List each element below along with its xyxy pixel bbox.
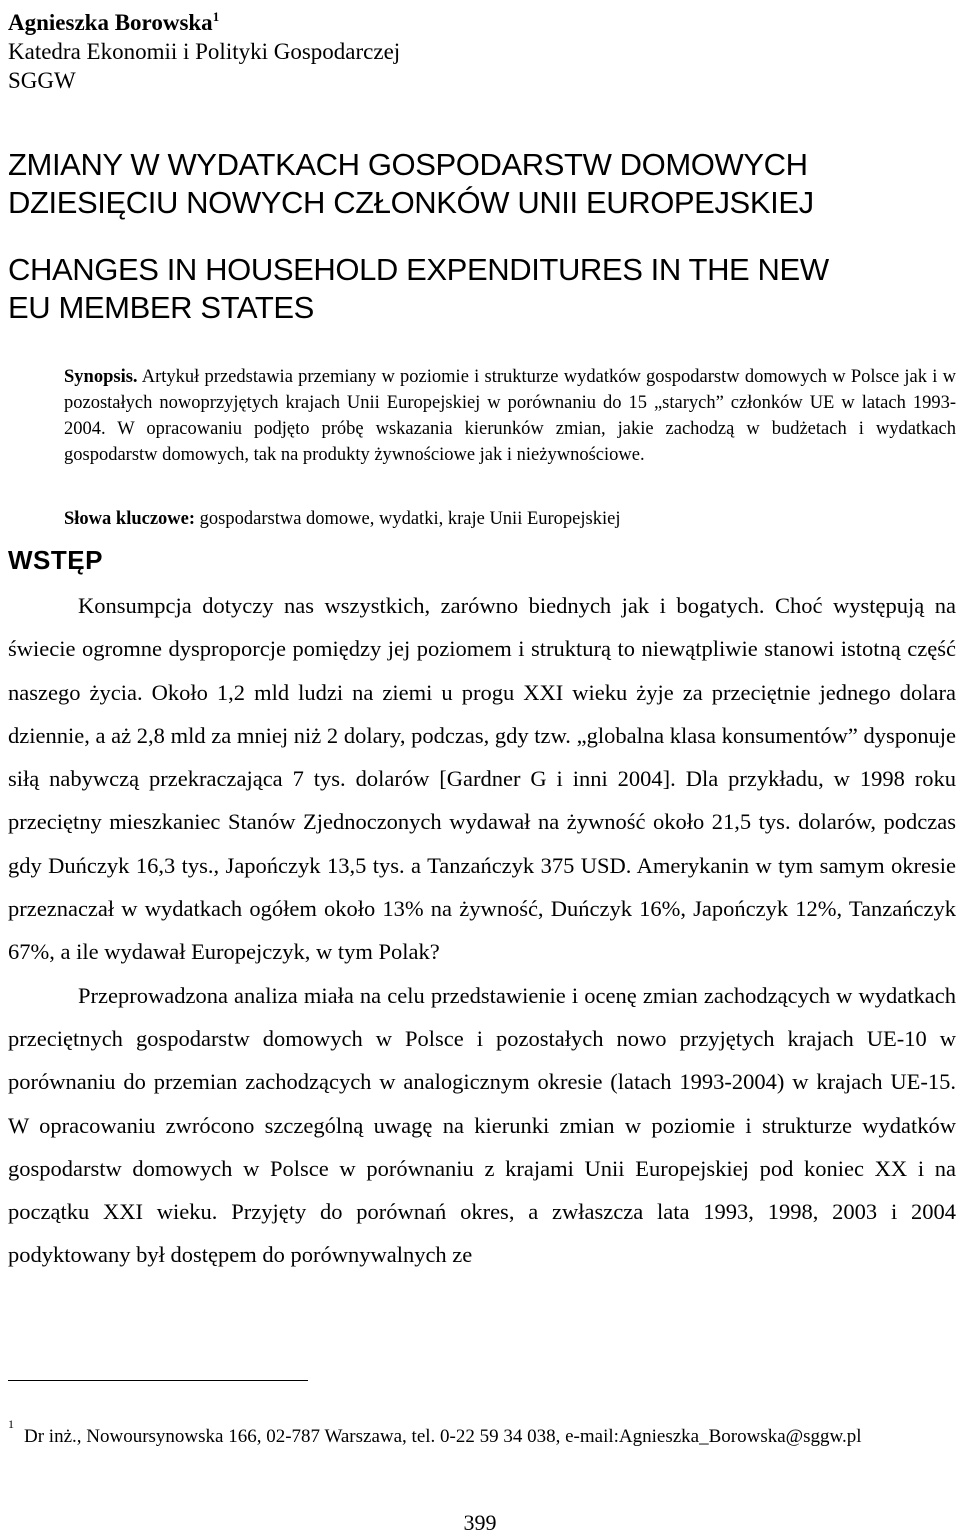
title-polish-line-2: DZIESIĘCIU NOWYCH CZŁONKÓW UNII EUROPEJSKIEJ — [8, 185, 814, 220]
keywords-text: gospodarstwa domowe, wydatki, kraje Unii Europejskiej — [199, 509, 621, 529]
body-paragraph-2: Przeprowadzona analiza miała na celu przedstawienie i ocenę zmian zachodzących w wydatkach przeciętnych gospodarstw domowych w Polsce i pozostałych nowo przyjętych krajach UE-10 w porównaniu do przemian zachodzących w analogicznym okresie (latach 1993-2004) w krajach UE-15. W opracowaniu zwrócono szczególną uwagę na kierunki zmian w poziomie i strukturze wydatków gospodarstw domowych w Polsce w porównaniu z krajami Unii Europejskiej pod koniec XX i na początku XXI wieku. Przyjęty do porównań okres, a zwłaszcza lata 1993, 1998, 2003 i 2004 podyktowany był dostępem do porównywalnych ze — [8, 982, 956, 1268]
author-footnote-mark: 1 — [212, 9, 220, 24]
author-name — [8, 2, 400, 37]
abstract-text: Artykuł przedstawia przemiany w poziomie i strukturze wydatków gospodarstw domowych w Polsce jak i w pozostałych nowoprzyjętych krajach Unii Europejskiej w porównaniu do 15 „starych” członków UE w latach 1993-2004. W opracowaniu podjęto próbę wskazania kierunków zmian, jakie zachodzą w budżetach i wydatkach gospodarstw domowych, tak na produkty żywnościowe jak i nieżywnościowe. — [64, 367, 956, 465]
title-english-line-2: EU MEMBER STATES — [8, 290, 314, 325]
footnote-divider — [8, 1380, 308, 1381]
body-paragraph-1: Konsumpcja dotyczy nas wszystkich, zarówno biednych jak i bogatych. Choć występują na świecie ogromne dysproporcje pomiędzy jej poziomem i strukturą to niewątpliwie stanowi istotną część naszego życia. Około 1,2 mld ludzi na ziemi u progu XXI wieku żyje za przeciętnie jednego dolara dziennie, a aż 2,8 mld za mniej niż 2 dolary, podczas, gdy tzw. „globalna klasa konsumentów” dysponuje siłą nabywczą przekraczająca 7 tys. dolarów [Gardner G i inni 2004]. Dla przykładu, w 1998 roku przeciętny mieszkaniec Stanów Zjednoczonych wydawał na żywność około 21,5 tys. dolarów, podczas gdy Duńczyk 16,3 tys., Japończyk 13,5 tys. a Tanzańczyk 375 USD. Amerykanin w tym samym okresie przeznaczał w wydatkach ogółem około 13% na żywność, Duńczyk 16%, Japończyk 12%, Tanzańczyk 67%, a ile wydawał Europejczyk, w tym Polak? — [8, 593, 956, 965]
abstract-label: Synopsis. — [64, 367, 138, 387]
author-department: Katedra Ekonomii i Polityki Gospodarczej — [8, 39, 401, 64]
footnote-mark: 1 — [8, 1417, 14, 1431]
author-name-text: Agnieszka Borowska — [8, 10, 213, 35]
author-institution: SGGW — [8, 68, 76, 93]
title-english-line-1: CHANGES IN HOUSEHOLD EXPENDITURES IN THE NEW — [8, 252, 829, 287]
footnote — [8, 1412, 953, 1449]
author-block — [8, 2, 400, 95]
body-text — [8, 584, 956, 1277]
section-heading: WSTĘP — [8, 545, 103, 575]
title-polish-line-1: ZMIANY W WYDATKACH GOSPODARSTW DOMOWYCH — [8, 147, 808, 182]
abstract-paragraph — [64, 364, 956, 468]
keywords — [64, 506, 620, 532]
title-polish — [8, 146, 948, 222]
page-number: 399 — [463, 1510, 497, 1535]
keywords-label: Słowa kluczowe: — [64, 509, 196, 529]
title-english — [8, 251, 948, 327]
abstract — [64, 364, 956, 468]
footnote-text: Dr inż., Nowoursynowska 166, 02-787 Warszawa, tel. 0-22 59 34 038, e-mail:Agnieszka_Borowska@sggw.pl — [24, 1426, 862, 1447]
